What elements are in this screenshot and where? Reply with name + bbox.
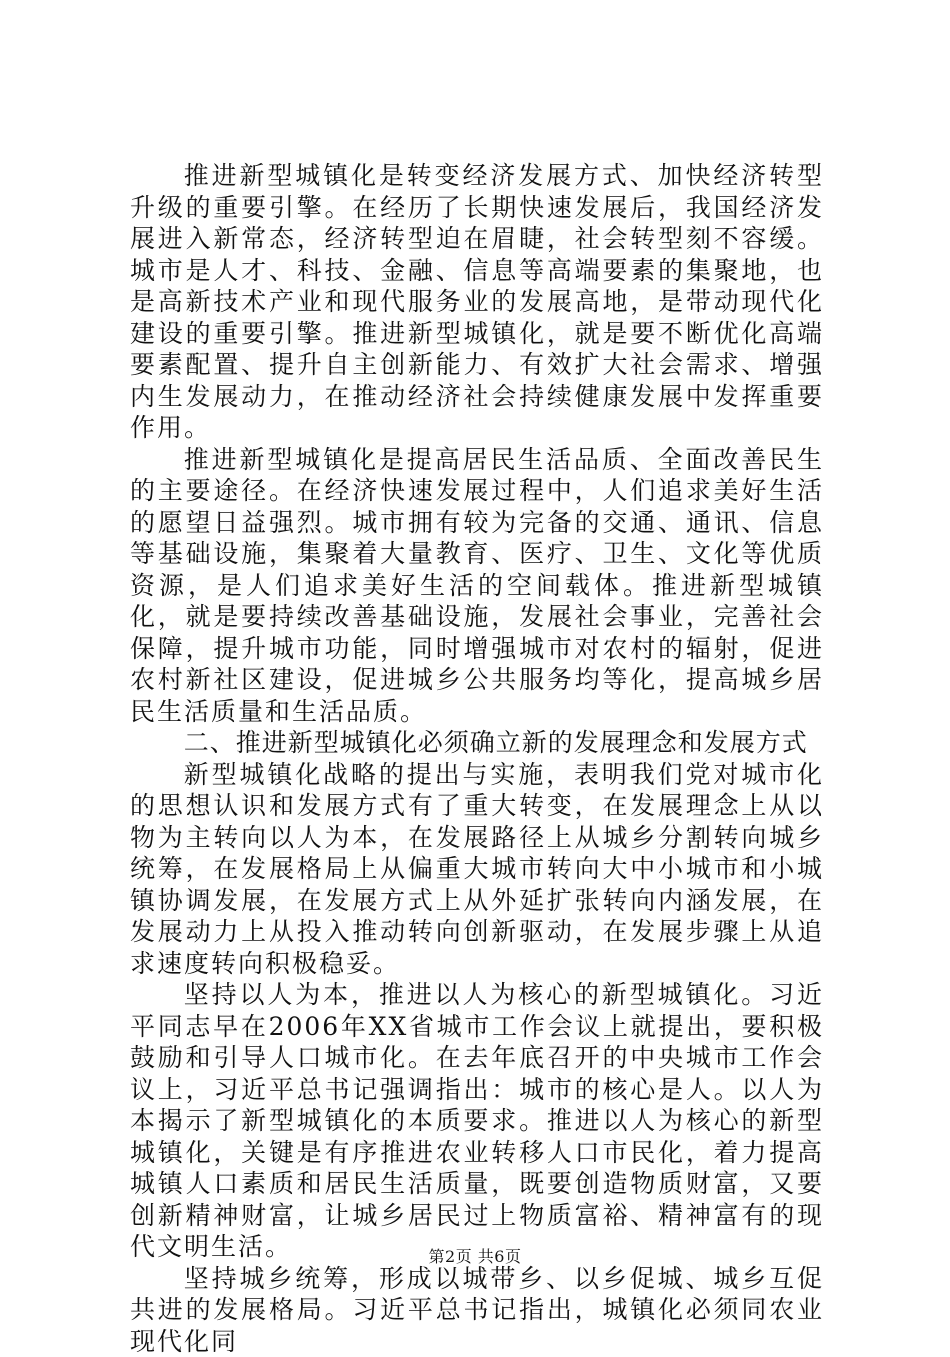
page-footer: 第2页 共6页 bbox=[0, 1244, 950, 1267]
paragraph-1: 推进新型城镇化是转变经济发展方式、加快经济转型升级的重要引擎。在经历了长期快速发展后，我国经济发展进入新常态，经济转型迫在眉睫，社会转型刻不容缓。城市是人才、科技、金融、信息等高端要素的集聚地，也是高新技术产业和现代服务业的发展高地，是带动现代化建设的重要引擎。推进新型城镇化，就是要不断优化高端要素配置、提升自主创新能力、有效扩大社会需求、增强内生发展动力，在推动经济社会持续健康发展中发挥重要作用。 bbox=[130, 160, 824, 444]
paragraph-4: 坚持以人为本，推进以人为核心的新型城镇化。习近平同志早在2006年XX省城市工作会议上就提出，要积极鼓励和引导人口城市化。在去年底召开的中央城市工作会议上，习近平总书记强调指出：城市的核心是人。以人为本揭示了新型城镇化的本质要求。推进以人为核心的新型城镇化，关键是有序推进农业转移人口市民化，着力提高城镇人口素质和居民生活质量，既要创造物质财富，又要创新精神财富，让城乡居民过上物质富裕、精神富有的现代文明生活。 bbox=[130, 979, 824, 1263]
paragraph-3: 新型城镇化战略的提出与实施，表明我们党对城市化的思想认识和发展方式有了重大转变，在发展理念上从以物为主转向以人为本，在发展路径上从城乡分割转向城乡统筹，在发展格局上从偏重大城市转向大中小城市和小城镇协调发展，在发展方式上从外延扩张转向内涵发展，在发展动力上从投入推动转向创新驱动，在发展步骤上从追求速度转向积极稳妥。 bbox=[130, 759, 824, 980]
section-heading: 二、推进新型城镇化必须确立新的发展理念和发展方式 bbox=[130, 727, 824, 759]
document-body bbox=[130, 160, 824, 1357]
paragraph-5: 坚持城乡统筹，形成以城带乡、以乡促城、城乡互促共进的发展格局。习近平总书记指出，城镇化必须同农业现代化同 bbox=[130, 1263, 824, 1357]
paragraph-2: 推进新型城镇化是提高居民生活品质、全面改善民生的主要途径。在经济快速发展过程中，人们追求美好生活的愿望日益强烈。城市拥有较为完备的交通、通讯、信息等基础设施，集聚着大量教育、医疗、卫生、文化等优质资源，是人们追求美好生活的空间载体。推进新型城镇化，就是要持续改善基础设施，发展社会事业，完善社会保障，提升城市功能，同时增强城市对农村的辐射，促进农村新社区建设，促进城乡公共服务均等化，提高城乡居民生活质量和生活品质。 bbox=[130, 444, 824, 728]
